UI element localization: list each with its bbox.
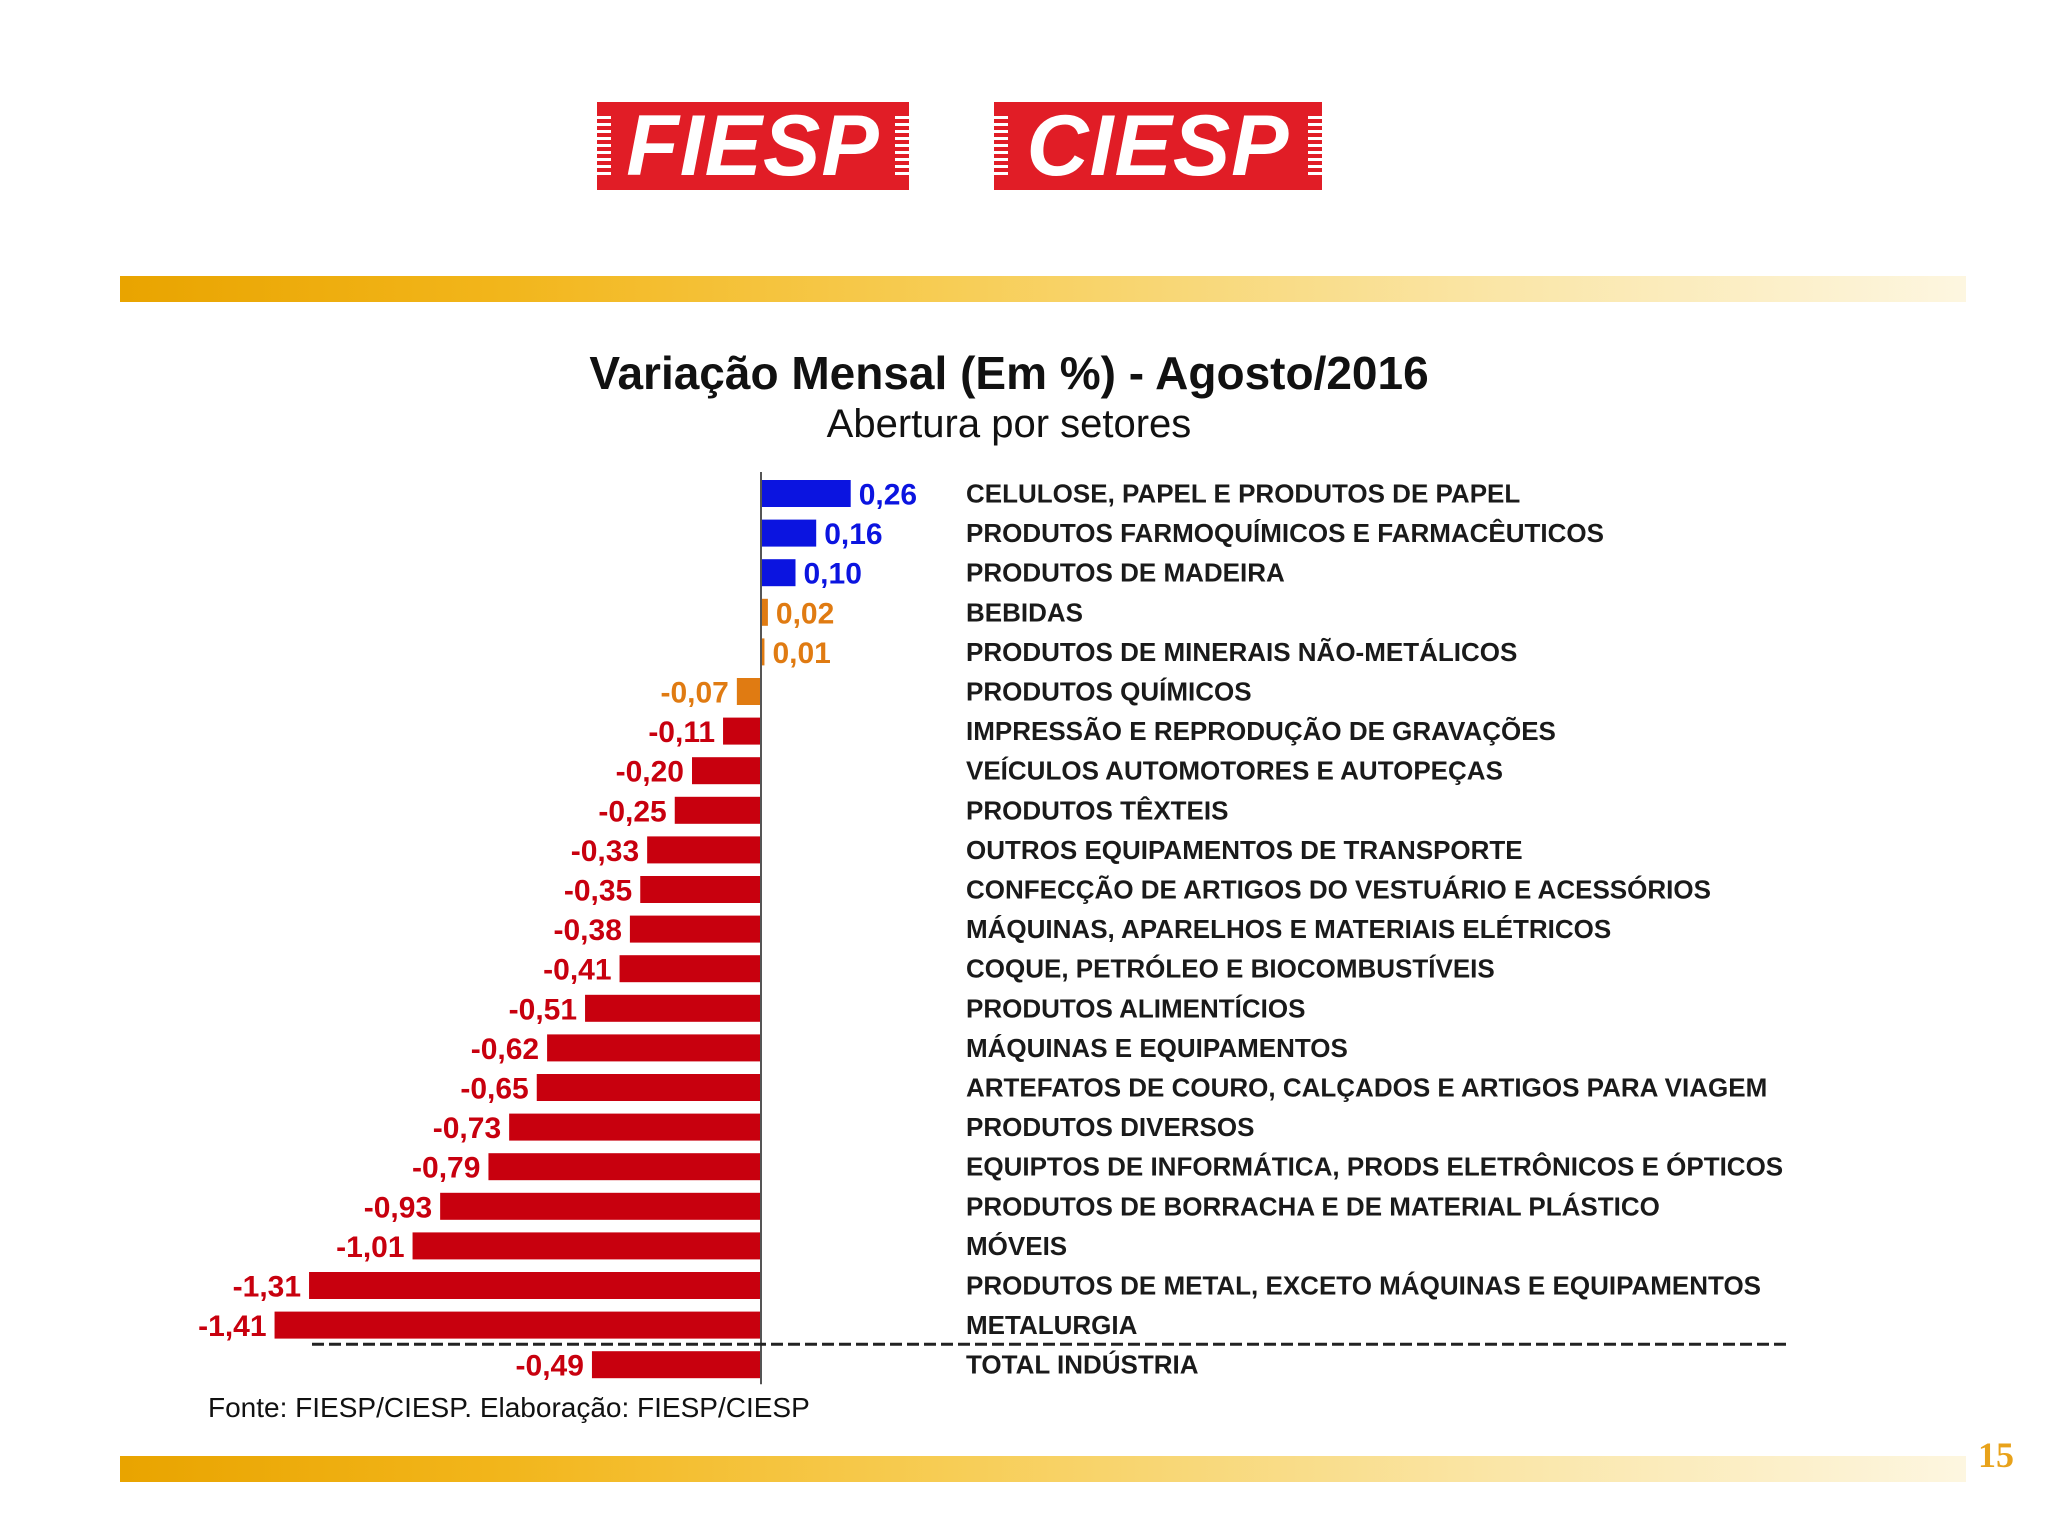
bar-9 [675, 797, 761, 824]
data-label-21: -1,31 [232, 1270, 302, 1304]
ciesp-logo [994, 97, 1322, 194]
category-label-5: PRODUTOS DE MINERAIS NÃO-METÁLICOS [966, 636, 1518, 667]
bar-2 [761, 520, 816, 547]
data-label-6: -0,07 [660, 676, 729, 710]
data-label-5: 0,01 [772, 636, 831, 670]
category-label-4: BEBIDAS [966, 597, 1084, 628]
category-label-6: PRODUTOS QUÍMICOS [966, 676, 1252, 707]
data-label-3: 0,10 [803, 557, 862, 591]
bar-4 [761, 599, 768, 626]
bar-20 [413, 1232, 761, 1259]
fiesp-logo-text: FIESP [626, 97, 880, 194]
data-label-14: -0,51 [508, 993, 578, 1027]
bar-22 [275, 1312, 761, 1339]
ciesp-logo-text: CIESP [1026, 97, 1290, 194]
category-label-12: MÁQUINAS, APARELHOS E MATERIAIS ELÉTRICOS [966, 914, 1612, 945]
bar-7 [723, 718, 761, 745]
bar-12 [630, 916, 761, 943]
category-label-23: TOTAL INDÚSTRIA [966, 1349, 1199, 1380]
category-label-3: PRODUTOS DE MADEIRA [966, 557, 1285, 588]
chart-title: Variação Mensal (Em %) - Agosto/2016 [589, 347, 1429, 399]
bar-15 [547, 1034, 761, 1061]
data-label-4: 0,02 [775, 597, 835, 631]
bar-3 [761, 559, 796, 586]
data-label-17: -0,73 [432, 1112, 502, 1146]
bar-18 [488, 1153, 761, 1180]
category-label-16: ARTEFATOS DE COURO, CALÇADOS E ARTIGOS PARA VIAGEM [966, 1072, 1768, 1103]
category-label-7: IMPRESSÃO E REPRODUÇÃO DE GRAVAÇÕES [966, 716, 1556, 747]
category-label-8: VEÍCULOS AUTOMOTORES E AUTOPEÇAS [966, 755, 1503, 786]
page-number: 15 [1978, 1435, 2014, 1475]
data-label-7: -0,11 [648, 716, 716, 750]
bar-23 [592, 1351, 761, 1378]
bar-14 [585, 995, 761, 1022]
category-label-18: EQUIPTOS DE INFORMÁTICA, PRODS ELETRÔNICOS E ÓPTICOS [966, 1151, 1784, 1182]
data-label-8: -0,20 [615, 755, 684, 789]
bottom-accent-band [120, 1456, 1966, 1482]
data-label-2: 0,16 [824, 518, 883, 552]
category-label-1: CELULOSE, PAPEL E PRODUTOS DE PAPEL [966, 478, 1521, 509]
data-label-13: -0,41 [543, 953, 612, 987]
category-label-20: MÓVEIS [966, 1230, 1068, 1261]
category-label-13: COQUE, PETRÓLEO E BIOCOMBUSTÍVEIS [966, 953, 1495, 984]
category-label-2: PRODUTOS FARMOQUÍMICOS E FARMACÊUTICOS [966, 518, 1604, 549]
category-label-15: MÁQUINAS E EQUIPAMENTOS [966, 1032, 1348, 1063]
bar-21 [309, 1272, 761, 1299]
bar-17 [509, 1114, 761, 1141]
data-label-22: -1,41 [198, 1310, 267, 1344]
data-label-10: -0,33 [570, 834, 640, 868]
bar-16 [537, 1074, 761, 1101]
data-label-12: -0,38 [553, 914, 622, 948]
fiesp-logo [597, 97, 909, 194]
category-label-14: PRODUTOS ALIMENTÍCIOS [966, 993, 1306, 1024]
data-label-11: -0,35 [563, 874, 633, 908]
data-label-23: -0,49 [515, 1349, 584, 1383]
category-label-21: PRODUTOS DE METAL, EXCETO MÁQUINAS E EQUIPAMENTOS [966, 1270, 1762, 1301]
data-label-1: 0,26 [858, 478, 918, 512]
data-label-16: -0,65 [460, 1072, 529, 1106]
data-label-18: -0,79 [412, 1151, 481, 1185]
category-label-10: OUTROS EQUIPAMENTOS DE TRANSPORTE [966, 834, 1523, 865]
category-label-17: PRODUTOS DIVERSOS [966, 1112, 1255, 1143]
bar-10 [647, 836, 761, 863]
bar-1 [761, 480, 851, 507]
category-label-22: METALURGIA [966, 1310, 1138, 1341]
bar-19 [440, 1193, 761, 1220]
bar-6 [737, 678, 761, 705]
chart-subtitle: Abertura por setores [826, 402, 1192, 446]
data-label-9: -0,25 [598, 795, 667, 829]
bar-11 [640, 876, 761, 903]
category-label-9: PRODUTOS TÊXTEIS [966, 795, 1229, 826]
category-label-19: PRODUTOS DE BORRACHA E DE MATERIAL PLÁSTICO [966, 1191, 1660, 1222]
data-label-19: -0,93 [363, 1191, 433, 1225]
data-label-20: -1,01 [336, 1230, 405, 1264]
category-label-11: CONFECÇÃO DE ARTIGOS DO VESTUÁRIO E ACESSÓRIOS [966, 874, 1711, 905]
data-label-15: -0,62 [470, 1032, 540, 1066]
bar-13 [620, 955, 761, 982]
source-note: Fonte: FIESP/CIESP. Elaboração: FIESP/CIESP [208, 1392, 810, 1423]
bar-8 [692, 757, 761, 784]
